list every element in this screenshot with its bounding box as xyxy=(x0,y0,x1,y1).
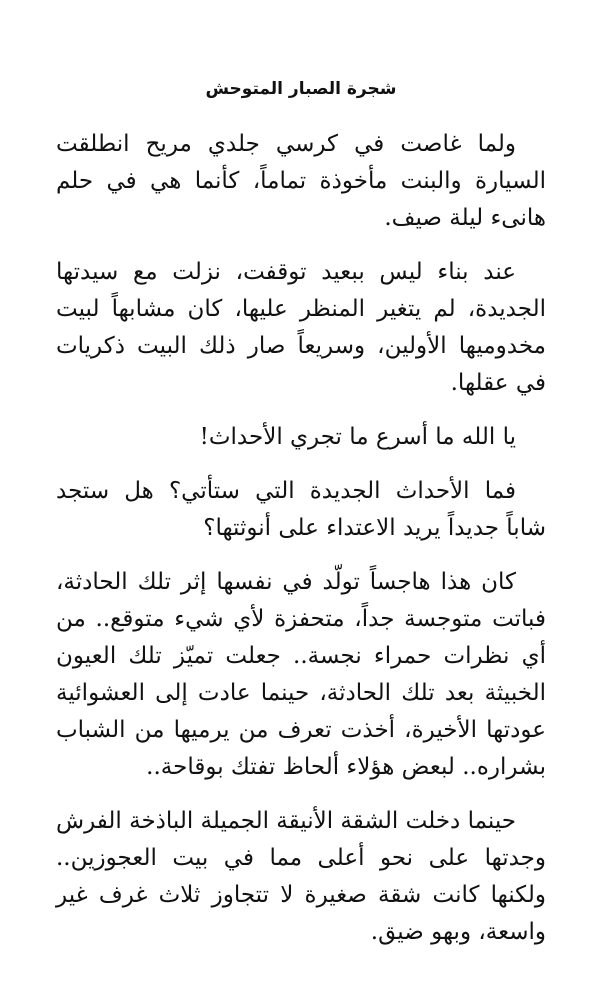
paragraph-2: عند بناء ليس ببعيد توقفت، نزلت مع سيدتها الجديدة، لم يتغير المنظر عليها، كان مشابهاً لبيت مخدوميها الأولين، وسريعاً صار ذلك البيت ذكريات في عقلها. xyxy=(56,259,546,396)
paragraph-4: فما الأحداث الجديدة التي ستأتي؟ هل ستجد شاباً جديداً يريد الاعتداء على أنوثتها؟ xyxy=(56,478,546,541)
paragraph-1: ولما غاصت في كرسي جلدي مريح انطلقت السيارة والبنت مأخوذة تماماً، كأنما هي في حلم هانىء ليلة صيف. xyxy=(56,131,546,231)
paragraph-5: كان هذا هاجساً تولّد في نفسها إثر تلك الحادثة، فباتت متوجسة جداً، متحفزة لأي شيء متوقع.. من أي نظرات حمراء نجسة.. جعلت تميّز تلك العيون الخبيثة بعد تلك الحادثة، حينما عادت إلى العشوائية عودتها الأخيرة، أخذت تعرف من يرميها من الشباب بشراره.. لبعض هؤلاء ألحاظ تفتك بوقاحة.. xyxy=(56,569,546,780)
paragraph-6: حينما دخلت الشقة الأنيقة الجميلة الباذخة الفرش وجدتها على نحو أعلى مما في بيت العجوزين.. ولكنها كانت شقة صغيرة لا تتجاوز ثلاث غرف غير واسعة، وبهو ضيق. xyxy=(56,808,546,945)
paragraph-3: يا الله ما أسرع ما تجري الأحداث! xyxy=(199,424,516,450)
chapter-title: شجرة الصبار المتوحش xyxy=(205,79,397,99)
